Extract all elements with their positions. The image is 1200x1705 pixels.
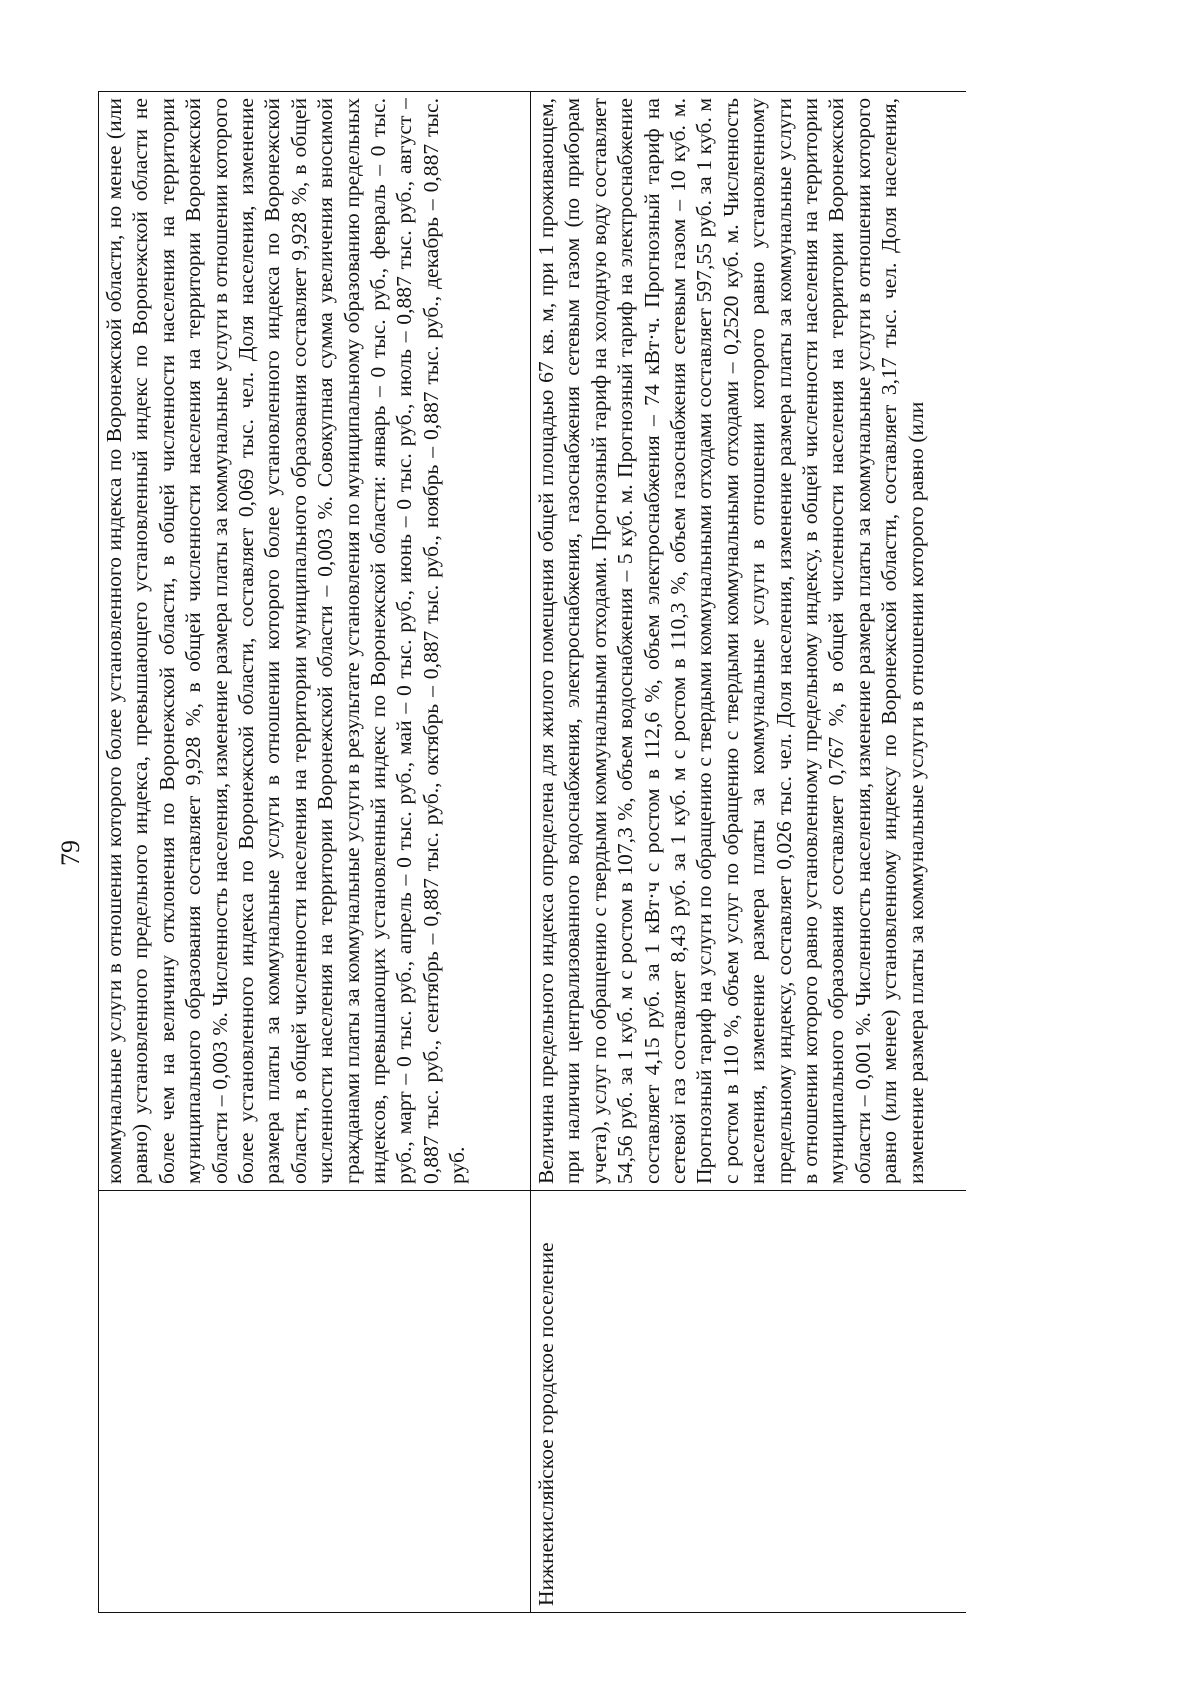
description-cell xyxy=(531,92,967,1191)
table-row xyxy=(531,92,967,1613)
description-text: коммунальные услуги в отношении которого более установленного индекса по Воронежской области, но менее (или равно) установленного предельного индекса, превышающего установленный индекс по Воронежской области не более чем на величину отклонения по Воронежской области, в общей численности населения на территории муниципального образования составляет 9,928 %, в общей численности населения на территории Воронежской области – 0,003 %. Численность населения, изменение размера платы за коммунальные услуги в отношении которого более установленного индекса по Воронежской области, составляет 0,069 тыс. чел. Доля населения, изменение размера платы за коммунальные услуги в отношении которого более установленного индекса по Воронежской области, в общей численности населения на территории муниципального образования составляет 9,928 %, в общей численности населения на территории Воронежской области – 0,003 %. Совокупная сумма увеличения вносимой гражданами платы за коммунальные услуги в результате установления по муниципальному образованию предельных индексов, превышающих установленный индекс по Воронежской области: январь – 0 тыс. руб., февраль – 0 тыс. руб., март – 0 тыс. руб., апрель – 0 тыс. руб., май – 0 тыс. руб., июнь – 0 тыс. руб., июль – 0,887 тыс. руб., август – 0,887 тыс. руб., сентябрь – 0,887 тыс. руб., октябрь – 0,887 тыс. руб., ноябрь – 0,887 тыс. руб., декабрь – 0,887 тыс. руб. xyxy=(102,98,470,1184)
description-cell xyxy=(99,92,531,1191)
municipality-cell xyxy=(99,1191,531,1613)
municipalities-table xyxy=(98,91,966,1613)
page-number: 79 xyxy=(56,840,85,866)
description-text: Величина предельного индекса определена для жилого помещения общей площадью 67 кв. м, при 1 проживающем, при наличии централизованного водоснабжения, электроснабжения, газоснабжения сетевым газом (по приборам учета), услуг по обращению с твердыми коммунальными отходами. Прогнозный тариф на холодную воду составляет 54,56 руб. за 1 куб. м с ростом в 107,3 %, объем водоснабжения – 5 куб. м. Прогнозный тариф на электроснабжение составляет 4,15 руб. за 1 кВт·ч с ростом в 112,6 %, объем электроснабжения – 74 кВт·ч. Прогнозный тариф на сетевой газ составляет 8,43 руб. за 1 куб. м с ростом в 110,3 %, объем газоснабжения сетевым газом – 10 куб. м. Прогнозный тариф на услуги по обращению с твердыми коммунальными отходами составляет 597,55 руб. за 1 куб. м с ростом в 110 %, объем услуг по обращению с твердыми коммунальными отходами – 0,2520 куб. м. Численность населения, изменение размера платы за коммунальные услуги в отношении которого равно установленному предельному индексу, составляет 0,026 тыс. чел. Доля населения, изменение размера платы за коммунальные услуги в отношении которого равно установленному предельному индексу, в общей численности населения на территории муниципального образования составляет 0,767 %, в общей численности населения на территории Воронежской области – 0,001 %. Численность населения, изменение размера платы за коммунальные услуги в отношении которого равно (или менее) установленному индексу по Воронежской области, составляет 3,17 тыс. чел. Доля населения, изменение размера платы за коммунальные услуги в отношении которого равно (или xyxy=(534,98,928,1184)
table-row xyxy=(99,92,531,1613)
municipality-cell: Нижнекисляйское городское поселение xyxy=(531,1191,967,1613)
